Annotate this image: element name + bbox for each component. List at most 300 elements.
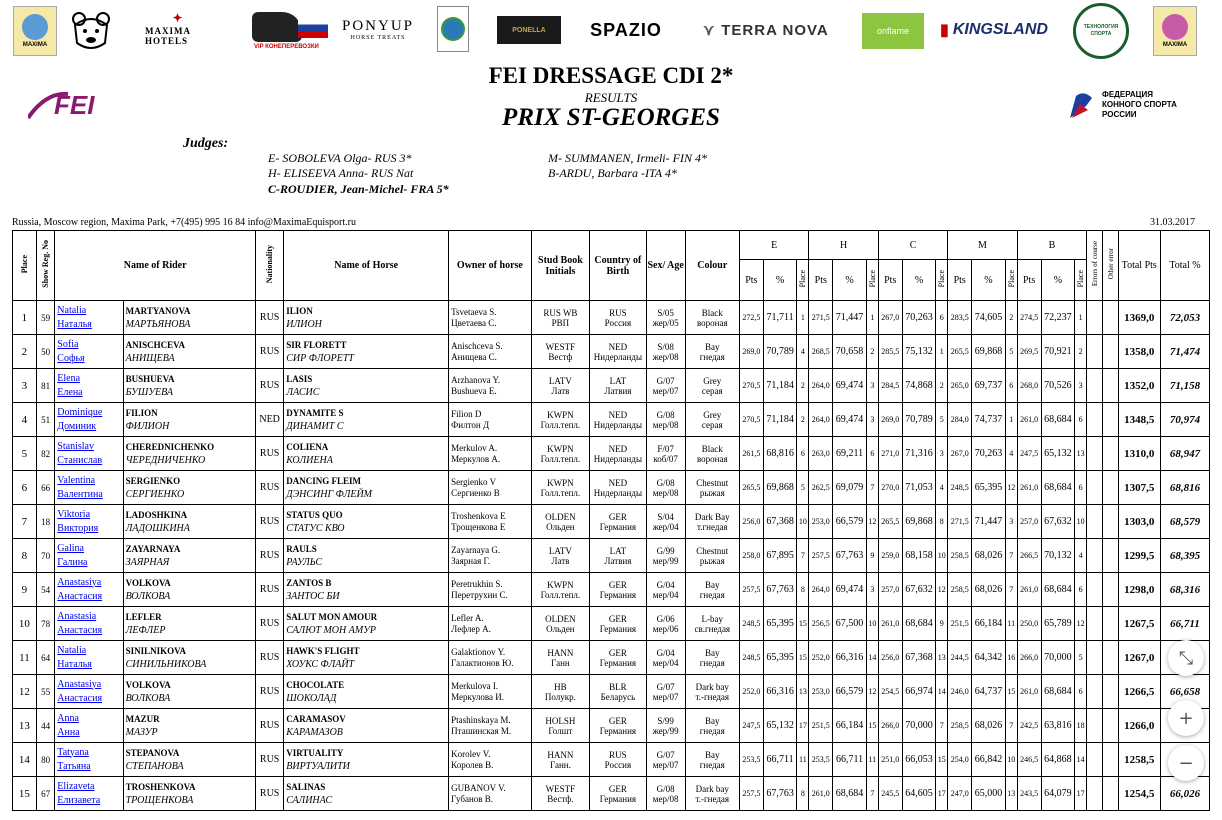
judge-place: 1 xyxy=(797,301,809,335)
table-row xyxy=(13,471,1210,505)
judge-pts: 242,5 xyxy=(1017,709,1041,743)
judge-pct: 65,395 xyxy=(763,641,797,675)
rider-link-ru[interactable]: Доминик xyxy=(57,420,97,432)
rider-link[interactable]: Viktoria xyxy=(57,508,91,520)
judge-pct: 65,132 xyxy=(763,709,797,743)
judge-place: 8 xyxy=(797,573,809,607)
judge-place: 12 xyxy=(936,573,948,607)
judge-pct: 70,789 xyxy=(902,403,936,437)
table-row xyxy=(13,777,1210,811)
total-pts-cell: 1358,0 xyxy=(1118,335,1160,369)
rider-first-name xyxy=(55,335,123,369)
colour-cell: Bay гнедая xyxy=(685,709,739,743)
other-error-cell xyxy=(1103,709,1118,743)
judge-pct: 66,184 xyxy=(972,607,1006,641)
reg-cell: 82 xyxy=(36,437,54,471)
rider-link-ru[interactable]: Станислав xyxy=(57,454,103,466)
reg-cell: 64 xyxy=(36,641,54,675)
subcol-pct: % xyxy=(1041,260,1075,301)
rider-last-name: MAZUR МАЗУР xyxy=(123,709,255,743)
judge-place: 6 xyxy=(936,301,948,335)
table-row xyxy=(13,301,1210,335)
rider-link-ru[interactable]: Анастасия xyxy=(57,624,103,636)
judge-pts: 253,5 xyxy=(739,743,763,777)
studbook-cell: HANN Ганн xyxy=(531,641,590,675)
rider-link-ru[interactable]: Наталья xyxy=(57,318,92,330)
judge-pct: 68,158 xyxy=(902,539,936,573)
judge-pts: 247,5 xyxy=(1017,437,1041,471)
maxima-badge-logo: MAXIMA xyxy=(13,6,57,56)
rider-link[interactable]: Sofia xyxy=(57,338,79,350)
judge-pct: 66,316 xyxy=(763,675,797,709)
judge-pts: 268,0 xyxy=(1017,369,1041,403)
judge-place: 2 xyxy=(797,369,809,403)
zoom-in-button[interactable]: + xyxy=(1168,700,1204,736)
rider-first-name xyxy=(55,471,123,505)
country-cell: GER Германия xyxy=(590,777,646,811)
reg-cell: 67 xyxy=(36,777,54,811)
judge-pts: 256,0 xyxy=(739,505,763,539)
judge-place: 13 xyxy=(797,675,809,709)
judge-pts: 284,5 xyxy=(878,369,902,403)
judge-place: 8 xyxy=(797,777,809,811)
terra-nova-logo: ⋎ TERRA NOVA xyxy=(703,21,829,39)
judge-pct: 68,684 xyxy=(1041,403,1075,437)
colour-cell: Black вороная xyxy=(685,437,739,471)
rider-last-name: BUSHUEVA БУШУЕВА xyxy=(123,369,255,403)
studbook-cell: KWPN Голл.тепл. xyxy=(531,573,590,607)
nationality-cell: NED xyxy=(256,403,284,437)
rider-link-ru[interactable]: Анастасия xyxy=(57,590,103,602)
place-cell: 2 xyxy=(13,335,37,369)
judge-pct: 64,737 xyxy=(972,675,1006,709)
total-pct-cell: 68,316 xyxy=(1160,573,1209,607)
judge-pts: 246,0 xyxy=(948,675,972,709)
subcol-pct: % xyxy=(902,260,936,301)
judge-place: 7 xyxy=(866,777,878,811)
errors-course-cell xyxy=(1087,709,1103,743)
sex-age-cell: G/08 мер/08 xyxy=(646,777,685,811)
judge-pts: 257,5 xyxy=(739,777,763,811)
zoom-out-button[interactable]: − xyxy=(1168,745,1204,781)
col-owner: Owner of horse xyxy=(449,231,531,301)
judge-e: E- SOBOLEVA Olga- RUS 3* xyxy=(268,151,412,165)
table-row xyxy=(13,539,1210,573)
judge-pts: 268,5 xyxy=(809,335,833,369)
judge-place: 18 xyxy=(1075,709,1087,743)
owner-cell: Merkulov A. Меркулов А. xyxy=(449,437,531,471)
judge-pct: 72,237 xyxy=(1041,301,1075,335)
rider-link-ru[interactable]: Елизавета xyxy=(57,794,101,806)
judge-place: 6 xyxy=(1075,471,1087,505)
other-error-cell xyxy=(1103,335,1118,369)
venue-info: Russia, Moscow region, Maxima Park, +7(495) 995 16 84 info@MaximaEquisport.ru xyxy=(12,217,356,228)
reg-cell: 54 xyxy=(36,573,54,607)
judge-pct: 68,684 xyxy=(1041,471,1075,505)
judge-place: 13 xyxy=(1075,437,1087,471)
rider-link[interactable]: Elizaveta xyxy=(57,780,95,792)
judge-pct: 65,132 xyxy=(1041,437,1075,471)
horse-cell: COLIENA КОЛИЕНА xyxy=(284,437,449,471)
subcol-pct: % xyxy=(833,260,867,301)
judge-place: 10 xyxy=(936,539,948,573)
rider-link-ru[interactable]: Валентина xyxy=(57,488,103,500)
sex-age-cell: S/99 жер/99 xyxy=(646,709,685,743)
judge-place: 10 xyxy=(797,505,809,539)
judge-pct: 68,684 xyxy=(1041,675,1075,709)
rider-last-name: CHEREDNICHENKO ЧЕРЕДНИЧЕНКО xyxy=(123,437,255,471)
total-pts-cell: 1369,0 xyxy=(1118,301,1160,335)
rider-link-ru[interactable]: Елена xyxy=(57,386,83,398)
horse-cell: SIR FLORETT СИР ФЛОРЕТТ xyxy=(284,335,449,369)
horse-cell: ILION ИЛИОН xyxy=(284,301,449,335)
colour-cell: Dark bay т.-гнедая xyxy=(685,777,739,811)
other-error-cell xyxy=(1103,539,1118,573)
judge-pct: 69,868 xyxy=(763,471,797,505)
judge-pts: 271,0 xyxy=(878,437,902,471)
rider-link[interactable]: Tatyana xyxy=(57,746,89,758)
judge-pts: 261,0 xyxy=(1017,403,1041,437)
judge-place: 17 xyxy=(1075,777,1087,811)
judge-place: 2 xyxy=(936,369,948,403)
col-rider: Name of Rider xyxy=(55,231,256,301)
judge-place: 1 xyxy=(936,335,948,369)
rider-first-name xyxy=(55,777,123,811)
ponyup-logo: PONYUP HORSE TREATS xyxy=(341,17,414,41)
judge-pts: 261,0 xyxy=(1017,573,1041,607)
rider-link[interactable]: Anastasia xyxy=(57,610,97,622)
judge-pts: 247,5 xyxy=(739,709,763,743)
rider-link[interactable]: Natalia xyxy=(57,304,87,316)
judge-pct: 71,316 xyxy=(902,437,936,471)
judge-c: C-ROUDIER, Jean-Michel- FRA 5* xyxy=(268,182,449,196)
judge-pct: 64,868 xyxy=(1041,743,1075,777)
judge-pts: 264,0 xyxy=(809,573,833,607)
table-row xyxy=(13,505,1210,539)
judge-pct: 68,684 xyxy=(833,777,867,811)
errors-course-cell xyxy=(1087,301,1103,335)
judge-pct: 65,789 xyxy=(1041,607,1075,641)
judge-pct: 69,474 xyxy=(833,403,867,437)
judge-place: 7 xyxy=(1005,573,1017,607)
rider-link[interactable]: Galina xyxy=(57,542,84,554)
colour-cell: Chestnut рыжая xyxy=(685,539,739,573)
subcol-pts: Pts xyxy=(809,260,833,301)
judge-pct: 64,342 xyxy=(972,641,1006,675)
rider-link[interactable]: Elena xyxy=(57,372,81,384)
judge-pct: 64,079 xyxy=(1041,777,1075,811)
judge-pct: 70,000 xyxy=(902,709,936,743)
fit-page-button[interactable]: ⤡ xyxy=(1168,640,1204,676)
svg-text:FEI: FEI xyxy=(54,90,95,120)
judge-pts: 246,5 xyxy=(1017,743,1041,777)
total-pts-cell: 1348,5 xyxy=(1118,403,1160,437)
errors-course-cell xyxy=(1087,471,1103,505)
federation-logo: ФЕДЕРАЦИЯ КОННОГО СПОРТА РОССИИ xyxy=(1068,88,1208,122)
rider-link-ru[interactable]: Татьяна xyxy=(57,760,91,772)
rider-last-name: FILION ФИЛИОН xyxy=(123,403,255,437)
kingsland-logo: ▮ KINGSLAND xyxy=(940,21,1048,39)
technology-sport-logo: ТЕХНОЛОГИЯ СПОРТА xyxy=(1070,4,1132,58)
studbook-cell: LATV Латв xyxy=(531,369,590,403)
col-judge-h: H xyxy=(809,231,878,260)
country-cell: NED Нидерланды xyxy=(590,471,646,505)
rider-link-ru[interactable]: Анна xyxy=(57,726,80,738)
table-row xyxy=(13,641,1210,675)
judge-pts: 253,0 xyxy=(809,675,833,709)
col-studbook: Stud Book Initials xyxy=(531,231,590,301)
subcol-jplace: Place xyxy=(866,260,878,301)
rider-last-name: SINILNIKOVA СИНИЛЬНИКОВА xyxy=(123,641,255,675)
colour-cell: L-bay св.гнедая xyxy=(685,607,739,641)
rider-last-name: ANISCHCEVA АНИЩЕВА xyxy=(123,335,255,369)
rider-last-name: TROSHENKOVA ТРОЩЕНКОВА xyxy=(123,777,255,811)
reg-cell: 51 xyxy=(36,403,54,437)
place-cell: 14 xyxy=(13,743,37,777)
errors-course-cell xyxy=(1087,777,1103,811)
rider-link[interactable]: Natalia xyxy=(57,644,87,656)
table-row xyxy=(13,743,1210,777)
studbook-cell: WESTF Вестф. xyxy=(531,777,590,811)
horse-cell: STATUS QUO СТАТУС КВО xyxy=(284,505,449,539)
rider-link[interactable]: Dominique xyxy=(57,406,103,418)
country-cell: GER Германия xyxy=(590,641,646,675)
judge-place: 3 xyxy=(1005,505,1017,539)
other-error-cell xyxy=(1103,743,1118,777)
horse-cell: ZANTOS B ЗАНТОС БИ xyxy=(284,573,449,607)
errors-course-cell xyxy=(1087,403,1103,437)
errors-course-cell xyxy=(1087,437,1103,471)
judge-place: 6 xyxy=(1075,573,1087,607)
rider-link[interactable]: Anna xyxy=(57,712,79,724)
judge-pct: 70,789 xyxy=(763,335,797,369)
sex-age-cell: F/07 коб/07 xyxy=(646,437,685,471)
judge-place: 15 xyxy=(936,743,948,777)
judge-pts: 274,5 xyxy=(1017,301,1041,335)
judge-pct: 69,868 xyxy=(972,335,1006,369)
owner-cell: Zayarnaya G. Заярная Г. xyxy=(449,539,531,573)
country-cell: RUS Россия xyxy=(590,301,646,335)
sex-age-cell: S/05 жер/05 xyxy=(646,301,685,335)
judge-place: 3 xyxy=(1075,369,1087,403)
colour-cell: Bay гнедая xyxy=(685,573,739,607)
other-error-cell xyxy=(1103,437,1118,471)
judge-pct: 75,132 xyxy=(902,335,936,369)
col-judge-e: E xyxy=(739,231,808,260)
other-error-cell xyxy=(1103,641,1118,675)
judge-pts: 257,5 xyxy=(809,539,833,573)
sex-age-cell: G/06 мер/06 xyxy=(646,607,685,641)
col-other-error: Other error xyxy=(1103,231,1118,301)
rider-link-ru[interactable]: Виктория xyxy=(57,522,99,534)
judge-pts: 257,5 xyxy=(739,573,763,607)
judge-place: 11 xyxy=(866,743,878,777)
rider-link[interactable]: Valentina xyxy=(57,474,96,486)
judge-pts: 264,0 xyxy=(809,369,833,403)
judge-pts: 258,0 xyxy=(739,539,763,573)
judge-place: 2 xyxy=(1005,301,1017,335)
judge-place: 17 xyxy=(797,709,809,743)
place-cell: 11 xyxy=(13,641,37,675)
colour-cell: Dark bay т.-гнедая xyxy=(685,675,739,709)
judge-place: 11 xyxy=(797,743,809,777)
judge-pts: 285,5 xyxy=(878,335,902,369)
judge-pts: 254,5 xyxy=(878,675,902,709)
col-colour: Colour xyxy=(685,231,739,301)
studbook-cell: HANN Ганн. xyxy=(531,743,590,777)
judge-pts: 271,5 xyxy=(809,301,833,335)
judge-pct: 66,842 xyxy=(972,743,1006,777)
judge-pts: 248,5 xyxy=(739,607,763,641)
rider-link[interactable]: Anastasiya xyxy=(57,678,102,690)
rider-last-name: SERGIENKO СЕРГИЕНКО xyxy=(123,471,255,505)
subcol-jplace: Place xyxy=(1075,260,1087,301)
judge-place: 3 xyxy=(866,403,878,437)
judge-pts: 264,0 xyxy=(809,403,833,437)
other-error-cell xyxy=(1103,607,1118,641)
subcol-pts: Pts xyxy=(878,260,902,301)
judge-pts: 251,0 xyxy=(878,743,902,777)
other-error-cell xyxy=(1103,369,1118,403)
judge-pts: 248,5 xyxy=(739,641,763,675)
judge-pts: 257,0 xyxy=(1017,505,1041,539)
studbook-cell: OLDEN Ольден xyxy=(531,505,590,539)
judge-place: 5 xyxy=(936,403,948,437)
rider-first-name xyxy=(55,573,123,607)
judge-pts: 244,5 xyxy=(948,641,972,675)
judge-pct: 67,368 xyxy=(763,505,797,539)
judge-pts: 265,5 xyxy=(739,471,763,505)
judge-place: 17 xyxy=(936,777,948,811)
judge-place: 7 xyxy=(797,539,809,573)
subcol-pct: % xyxy=(763,260,797,301)
judge-h: H- ELISEEVA Anna- RUS Nat xyxy=(268,166,414,180)
sex-age-cell: G/07 мер/07 xyxy=(646,369,685,403)
subcol-jplace: Place xyxy=(936,260,948,301)
col-total-pct: Total % xyxy=(1160,231,1209,301)
reg-cell: 59 xyxy=(36,301,54,335)
subcol-pts: Pts xyxy=(948,260,972,301)
place-cell: 15 xyxy=(13,777,37,811)
judge-place: 15 xyxy=(797,641,809,675)
judge-pts: 250,0 xyxy=(1017,607,1041,641)
total-pts-cell: 1352,0 xyxy=(1118,369,1160,403)
errors-course-cell xyxy=(1087,335,1103,369)
results-table xyxy=(12,230,1210,811)
rider-link-ru[interactable]: Наталья xyxy=(57,658,92,670)
studbook-cell: KWPN Голл.тепл. xyxy=(531,437,590,471)
rider-first-name xyxy=(55,743,123,777)
judge-pts: 261,0 xyxy=(878,607,902,641)
other-error-cell xyxy=(1103,301,1118,335)
judge-place: 2 xyxy=(866,335,878,369)
judge-place: 14 xyxy=(866,641,878,675)
reg-cell: 55 xyxy=(36,675,54,709)
judge-place: 12 xyxy=(1075,607,1087,641)
place-cell: 13 xyxy=(13,709,37,743)
other-error-cell xyxy=(1103,777,1118,811)
nationality-cell: RUS xyxy=(256,777,284,811)
judge-place: 4 xyxy=(936,471,948,505)
judge-pts: 261,0 xyxy=(1017,471,1041,505)
judge-pct: 71,184 xyxy=(763,369,797,403)
rider-link-ru[interactable]: Анастасия xyxy=(57,692,103,704)
judge-place: 11 xyxy=(1005,607,1017,641)
owner-cell: Peretrukhin S. Перетрухин С. xyxy=(449,573,531,607)
col-place: Place xyxy=(13,231,37,301)
judge-place: 3 xyxy=(936,437,948,471)
nationality-cell: RUS xyxy=(256,743,284,777)
table-row xyxy=(13,437,1210,471)
judge-place: 12 xyxy=(866,505,878,539)
judge-pct: 74,737 xyxy=(972,403,1006,437)
col-judge-m: M xyxy=(948,231,1017,260)
judge-pts: 265,5 xyxy=(948,335,972,369)
errors-course-cell xyxy=(1087,369,1103,403)
total-pct-cell: 70,974 xyxy=(1160,403,1209,437)
horse-cell: CHOCOLATE ШОКОЛАД xyxy=(284,675,449,709)
judge-pct: 64,605 xyxy=(902,777,936,811)
judge-place: 10 xyxy=(1075,505,1087,539)
judge-pts: 271,5 xyxy=(948,505,972,539)
judge-pct: 68,026 xyxy=(972,709,1006,743)
rider-link-ru[interactable]: Галина xyxy=(57,556,88,568)
judge-pts: 266,5 xyxy=(1017,539,1041,573)
rider-last-name: LADOSHKINA ЛАДОШКИНА xyxy=(123,505,255,539)
judge-pct: 69,737 xyxy=(972,369,1006,403)
rider-link[interactable]: Stanislav xyxy=(57,440,94,452)
judge-pts: 270,5 xyxy=(739,403,763,437)
other-error-cell xyxy=(1103,471,1118,505)
judge-pct: 66,974 xyxy=(902,675,936,709)
judge-place: 13 xyxy=(936,641,948,675)
judge-pct: 67,632 xyxy=(902,573,936,607)
table-row xyxy=(13,709,1210,743)
judge-place: 4 xyxy=(1005,437,1017,471)
judge-pts: 261,0 xyxy=(1017,675,1041,709)
colour-cell: Grey серая xyxy=(685,369,739,403)
studbook-cell: LATV Латв xyxy=(531,539,590,573)
colour-cell: Black вороная xyxy=(685,301,739,335)
judge-pct: 71,184 xyxy=(763,403,797,437)
judge-place: 15 xyxy=(866,709,878,743)
judge-place: 8 xyxy=(936,505,948,539)
judge-pct: 66,711 xyxy=(833,743,867,777)
total-pts-cell: 1267,0 xyxy=(1118,641,1160,675)
rider-link[interactable]: Anastasiya xyxy=(57,576,102,588)
nationality-cell: RUS xyxy=(256,437,284,471)
colour-cell: Chestnut рыжая xyxy=(685,471,739,505)
judge-pct: 68,026 xyxy=(972,539,1006,573)
judge-pct: 70,526 xyxy=(1041,369,1075,403)
judge-pts: 272,5 xyxy=(739,301,763,335)
judge-place: 6 xyxy=(1075,403,1087,437)
total-pct-cell: 68,816 xyxy=(1160,471,1209,505)
rider-last-name: STEPANOVA СТЕПАНОВА xyxy=(123,743,255,777)
judge-place: 2 xyxy=(797,403,809,437)
country-cell: NED Нидерланды xyxy=(590,335,646,369)
judge-pts: 251,5 xyxy=(809,709,833,743)
place-cell: 7 xyxy=(13,505,37,539)
table-row xyxy=(13,335,1210,369)
judge-pts: 253,0 xyxy=(809,505,833,539)
judge-place: 12 xyxy=(866,675,878,709)
spazio-logo: SPAZIO xyxy=(590,19,662,40)
judge-place: 1 xyxy=(1075,301,1087,335)
table-row xyxy=(13,403,1210,437)
rider-link-ru[interactable]: Софья xyxy=(57,352,85,364)
total-pct-cell: 68,395 xyxy=(1160,539,1209,573)
